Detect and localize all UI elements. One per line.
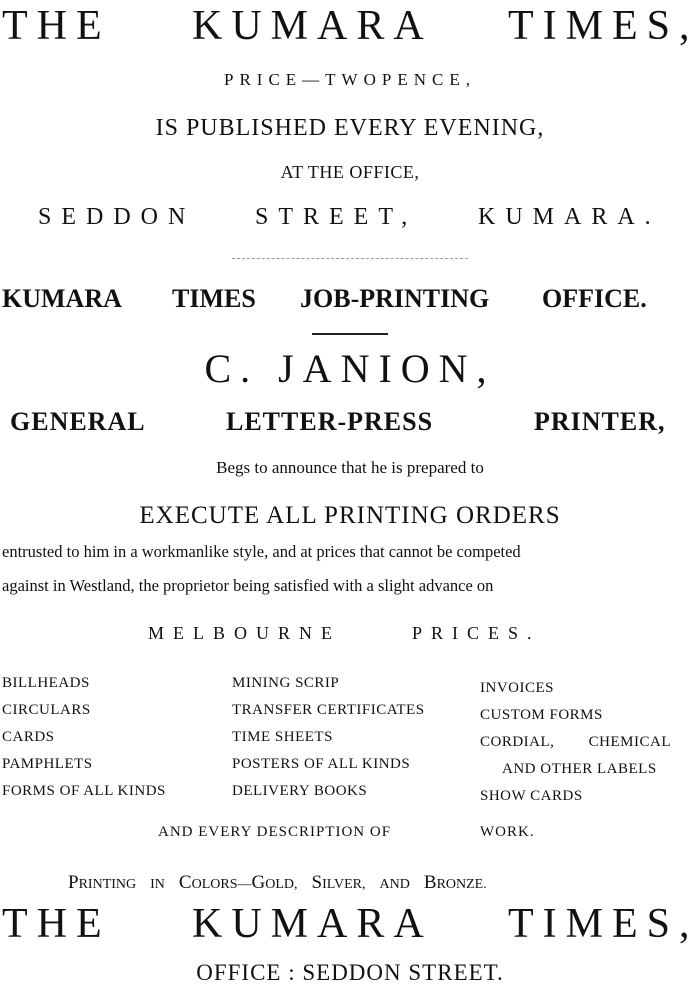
service-item: AND OTHER LABELS [502, 761, 657, 777]
services-list [0, 670, 700, 810]
services-column-2 [232, 670, 425, 805]
job-word-4: OFFICE. [542, 284, 647, 313]
every-description-tail: WORK. [480, 824, 535, 840]
services-column-1 [2, 670, 166, 805]
service-item: INVOICES [480, 680, 554, 696]
service-item: DELIVERY BOOKS [232, 783, 368, 799]
melbourne-word-2: PRICES. [412, 623, 541, 643]
colors-part-5: SILVER, [311, 872, 366, 893]
execute-heading: EXECUTE ALL PRINTING ORDERS [139, 502, 561, 529]
trade-word-3: PRINTER, [534, 407, 666, 436]
services-column-3 [480, 670, 698, 810]
masthead-word-3: TIMES, [508, 3, 699, 49]
masthead-word-1: THE [2, 3, 111, 49]
trade-word-1: GENERAL [10, 407, 146, 436]
colors-part-4: GOLD, [251, 872, 298, 893]
service-item: PAMPHLETS [2, 756, 93, 772]
service-item: CARDS [2, 729, 55, 745]
service-item: FORMS OF ALL KINDS [2, 783, 166, 799]
proprietor-name: C. JANION, [204, 346, 496, 391]
service-item: CUSTOM FORMS [480, 707, 603, 723]
office-footer-line: OFFICE : SEDDON STREET. [196, 960, 504, 985]
footer-masthead-word-2: KUMARA [192, 901, 433, 947]
service-item: MINING SCRIP [232, 675, 340, 691]
job-word-2: TIMES [172, 284, 256, 313]
divider-rule-2 [312, 333, 388, 335]
melbourne-word-1: MELBOURNE [148, 623, 341, 643]
service-item: SHOW CARDS [480, 788, 583, 804]
footer-masthead-word-1: THE [2, 901, 111, 947]
colors-part-6: AND [379, 877, 410, 892]
masthead-word-2: KUMARA [192, 3, 433, 49]
service-item: CIRCULARS [2, 702, 91, 718]
body-text-line-2: against in Westland, the proprietor being satisfied with a slight advance on [2, 576, 494, 595]
divider-rule-1 [232, 258, 468, 259]
service-item: BILLHEADS [2, 675, 90, 691]
service-item: POSTERS OF ALL KINDS [232, 756, 411, 772]
every-description-lead: AND EVERY DESCRIPTION OF [158, 824, 392, 840]
colors-part-3: COLORS— [178, 872, 252, 893]
service-item: CORDIAL, CHEMICAL [480, 734, 671, 750]
address-word-1: SEDDON [38, 204, 196, 230]
body-text-line-1: entrusted to him in a workmanlike style, and at prices that cannot be competed [2, 542, 521, 561]
address-word-3: KUMARA. [478, 204, 661, 230]
service-item: TRANSFER CERTIFICATES [232, 702, 425, 718]
job-word-3: JOB-PRINTING [300, 284, 490, 313]
colors-part-2: IN [150, 877, 165, 892]
price-line: PRICE—TWOPENCE, [224, 70, 476, 89]
colors-line [68, 868, 700, 900]
job-word-1: KUMARA [2, 284, 122, 313]
colors-part-1: PRINTING [68, 872, 137, 893]
address-word-2: STREET, [255, 204, 418, 230]
footer-masthead-word-3: TIMES, [508, 901, 699, 947]
at-office-line: AT THE OFFICE, [280, 162, 420, 182]
service-item: TIME SHEETS [232, 729, 333, 745]
published-line: IS PUBLISHED EVERY EVENING, [155, 115, 545, 141]
announce-line: Begs to announce that he is prepared to [216, 458, 484, 477]
colors-part-7: BRONZE. [423, 872, 487, 893]
trade-word-2: LETTER-PRESS [226, 407, 434, 436]
